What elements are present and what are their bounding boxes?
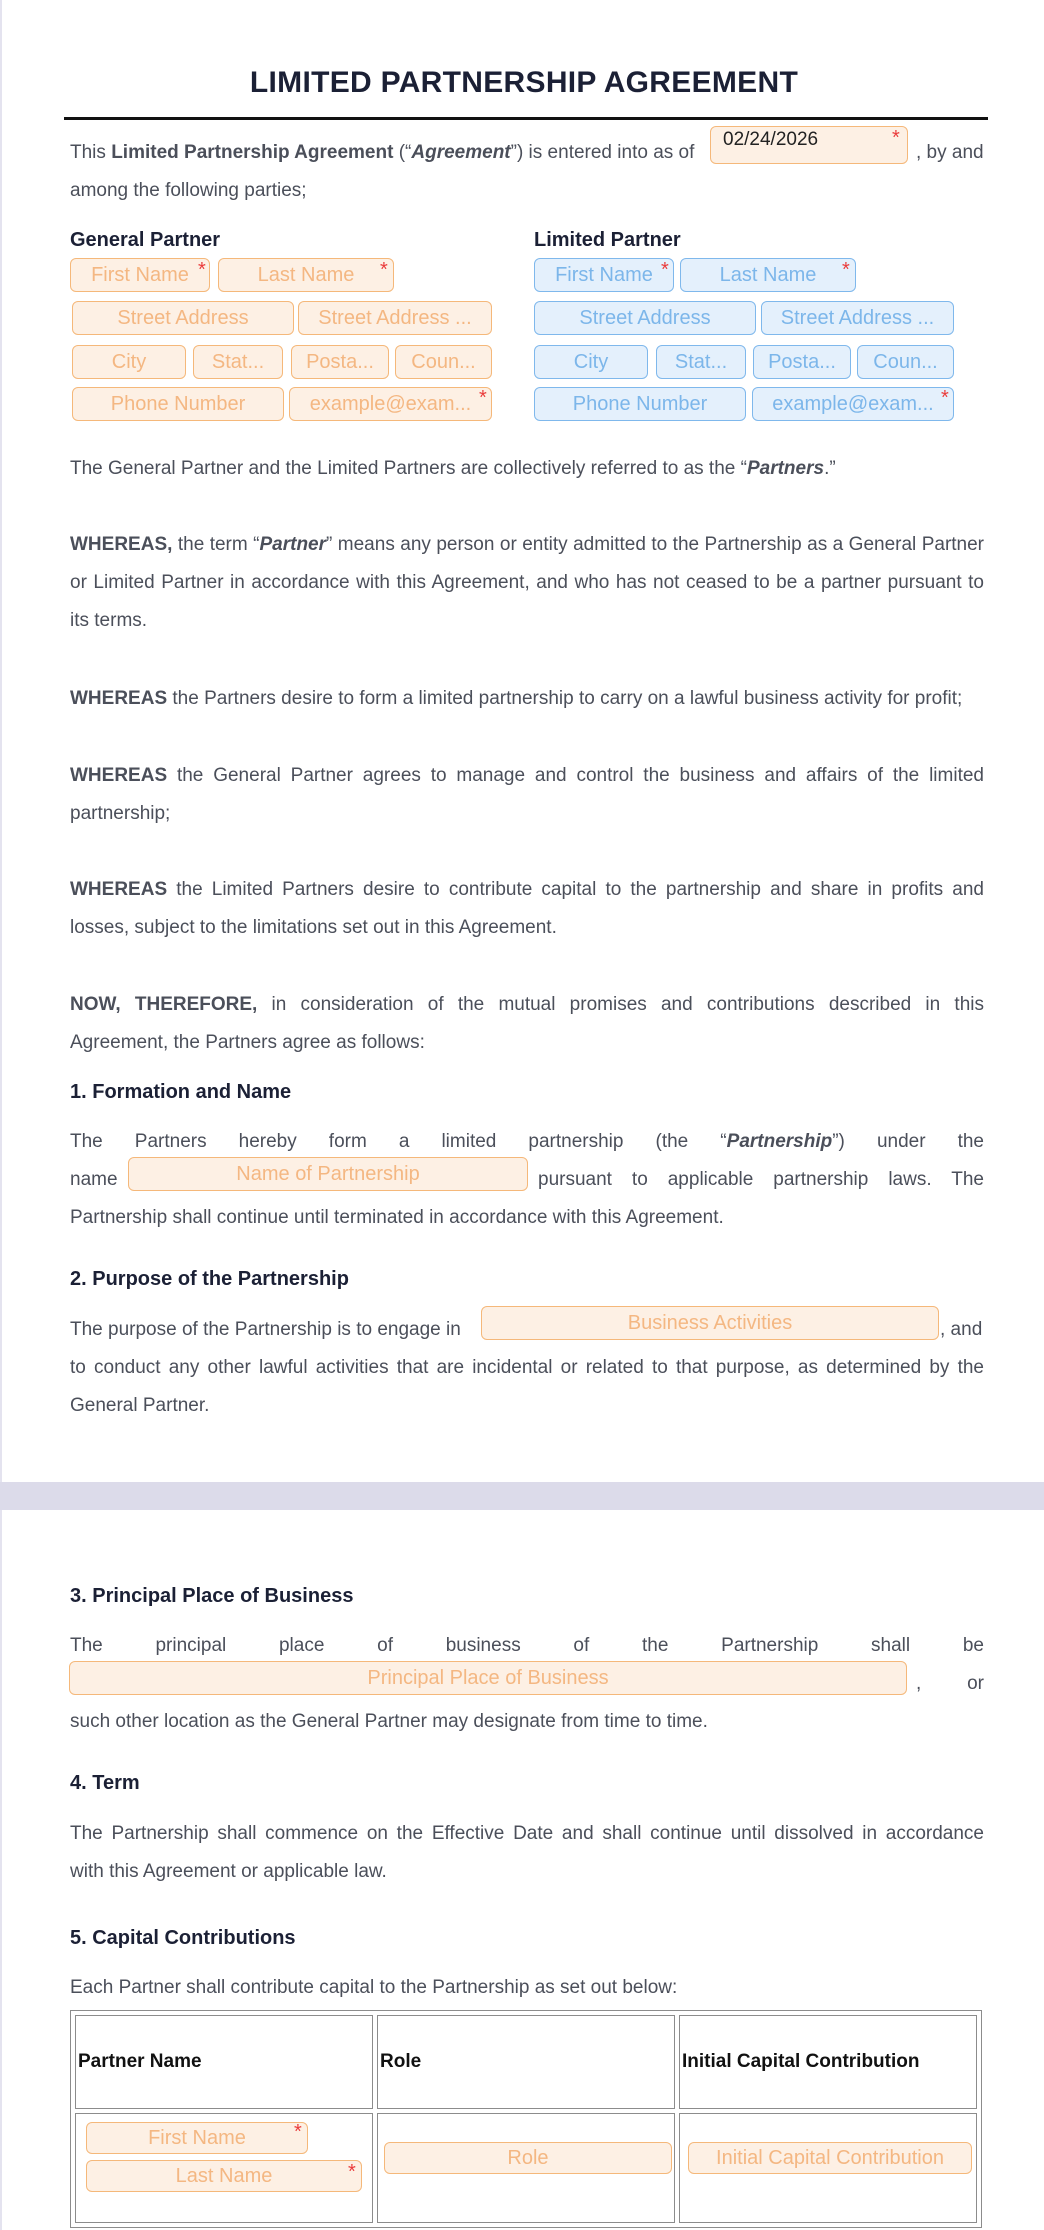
whereas-paragraph-2: WHEREAS the Partners desire to form a limited partnership to carry on a lawful business activity for profit; bbox=[70, 688, 963, 709]
row-last-name-field[interactable]: Last Name bbox=[86, 2160, 362, 2192]
section-2-line-3: General Partner. bbox=[70, 1395, 210, 1416]
section-3-line-3: such other location as the General Partner may designate from time to time. bbox=[70, 1711, 708, 1732]
intro-text: (“ bbox=[393, 142, 412, 163]
gp-phone-field[interactable]: Phone Number bbox=[72, 387, 284, 421]
lp-phone-field[interactable]: Phone Number bbox=[534, 387, 746, 421]
agreement-date-value: 02/24/2026 bbox=[723, 129, 819, 150]
section-5-heading: 5. Capital Contributions bbox=[70, 1927, 296, 1949]
section-2-text: , and bbox=[940, 1319, 983, 1340]
intro-line-1 bbox=[70, 134, 694, 172]
business-activities-field[interactable]: Business Activities bbox=[481, 1306, 939, 1340]
document-page-2 bbox=[0, 1510, 1044, 2230]
lp-email-field[interactable]: example@exam... bbox=[752, 387, 954, 421]
section-2-heading: 2. Purpose of the Partnership bbox=[70, 1268, 349, 1290]
table-row bbox=[75, 2113, 977, 2223]
column-header: Initial Capital Contribution bbox=[679, 2015, 977, 2109]
gp-city-field[interactable]: City bbox=[72, 345, 186, 379]
section-3-line-1: The principal place of business of the Partnership shall be bbox=[70, 1635, 984, 1656]
limited-partner-label: Limited Partner bbox=[534, 229, 681, 251]
lp-first-name-field[interactable]: First Name bbox=[534, 258, 674, 292]
contribution-cell bbox=[679, 2113, 977, 2223]
lp-postal-field[interactable]: Posta... bbox=[753, 345, 851, 379]
section-3-text: , or bbox=[916, 1673, 984, 1694]
lp-city-field[interactable]: City bbox=[534, 345, 648, 379]
required-asterisk: * bbox=[892, 127, 900, 149]
partnership-name-field[interactable]: Name of Partnership bbox=[128, 1157, 528, 1191]
gp-postal-field[interactable]: Posta... bbox=[291, 345, 389, 379]
required-asterisk: * bbox=[294, 2121, 302, 2143]
lp-state-field[interactable]: Stat... bbox=[656, 345, 746, 379]
gp-last-name-field[interactable]: Last Name bbox=[218, 258, 394, 292]
gp-street-address-field[interactable]: Street Address bbox=[72, 301, 294, 335]
required-asterisk: * bbox=[380, 259, 388, 281]
section-4-line-1: The Partnership shall commence on the Effective Date and shall continue until dissolved in accordance bbox=[70, 1823, 984, 1844]
gp-street-address-2-field[interactable]: Street Address ... bbox=[298, 301, 492, 335]
collective-paragraph: The General Partner and the Limited Partners are collectively referred to as the “Partners.” bbox=[70, 458, 836, 479]
whereas-paragraph-1: WHEREAS, the term “Partner” means any person or entity admitted to the Partnership as a General Partner or Limited Partner in accordance with this Agreement, and who has not ceased to be a partner pursuant to its terms. bbox=[70, 534, 985, 631]
title-divider bbox=[64, 117, 988, 120]
section-1-line-2: pursuant to applicable partnership laws. The bbox=[538, 1169, 984, 1190]
section-1-line-1: The Partners hereby form a limited partnership (the “Partnership”) under the bbox=[70, 1131, 984, 1152]
row-contribution-field[interactable]: Initial Capital Contribution bbox=[688, 2142, 972, 2174]
role-cell bbox=[377, 2113, 675, 2223]
section-2-line-1: The purpose of the Partnership is to engage in bbox=[70, 1319, 461, 1340]
lp-street-address-2-field[interactable]: Street Address ... bbox=[761, 301, 954, 335]
section-1-heading: 1. Formation and Name bbox=[70, 1081, 292, 1103]
intro-agreement-name: Limited Partnership Agreement bbox=[111, 142, 394, 163]
lp-street-address-field[interactable]: Street Address bbox=[534, 301, 756, 335]
gp-state-field[interactable]: Stat... bbox=[193, 345, 283, 379]
row-first-name-field[interactable]: First Name bbox=[86, 2122, 308, 2154]
section-5-intro: Each Partner shall contribute capital to the Partnership as set out below: bbox=[70, 1977, 678, 1998]
required-asterisk: * bbox=[198, 259, 206, 281]
section-3-heading: 3. Principal Place of Business bbox=[70, 1585, 354, 1607]
table-header-row bbox=[75, 2015, 977, 2109]
partner-name-cell bbox=[75, 2113, 373, 2223]
section-2-line-2: to conduct any other lawful activities that are incidental or related to that purpose, as determined by the bbox=[70, 1357, 984, 1378]
gp-first-name-field[interactable]: First Name bbox=[70, 258, 210, 292]
column-header: Partner Name bbox=[75, 2015, 373, 2109]
section-4-heading: 4. Term bbox=[70, 1772, 140, 1794]
required-asterisk: * bbox=[348, 2161, 356, 2183]
agreement-date-field[interactable] bbox=[710, 126, 908, 164]
whereas-paragraph-3: WHEREAS the General Partner agrees to manage and control the business and affairs of the limited partnership; bbox=[70, 765, 984, 824]
row-role-field[interactable]: Role bbox=[384, 2142, 672, 2174]
required-asterisk: * bbox=[479, 387, 487, 409]
whereas-paragraph-4: WHEREAS the Limited Partners desire to contribute capital to the partnership and share in profits and losses, subject to the limitations set out in this Agreement. bbox=[70, 879, 984, 938]
intro-text: This bbox=[70, 142, 112, 163]
capital-contributions-table bbox=[70, 2010, 982, 2228]
gp-country-field[interactable]: Coun... bbox=[395, 345, 492, 379]
intro-agreement-term: Agreement bbox=[411, 142, 511, 163]
required-asterisk: * bbox=[661, 259, 669, 281]
column-header: Role bbox=[377, 2015, 675, 2109]
intro-text: ”) is entered into as of bbox=[510, 142, 695, 163]
lp-country-field[interactable]: Coun... bbox=[857, 345, 954, 379]
section-1-line-3: Partnership shall continue until terminated in accordance with this Agreement. bbox=[70, 1207, 724, 1228]
required-asterisk: * bbox=[941, 387, 949, 409]
section-1-name-label: name bbox=[70, 1169, 118, 1190]
lp-last-name-field[interactable]: Last Name bbox=[680, 258, 856, 292]
now-therefore-paragraph: NOW, THEREFORE, in consideration of the mutual promises and contributions described in this Agreement, the Partners agree as follows: bbox=[70, 994, 984, 1053]
required-asterisk: * bbox=[842, 259, 850, 281]
general-partner-label: General Partner bbox=[70, 229, 221, 251]
intro-text: , by and bbox=[916, 142, 984, 163]
section-4-line-2: with this Agreement or applicable law. bbox=[70, 1861, 387, 1882]
document-title: LIMITED PARTNERSHIP AGREEMENT bbox=[249, 66, 799, 99]
intro-line-2: among the following parties; bbox=[70, 180, 307, 201]
gp-email-field[interactable]: example@exam... bbox=[289, 387, 492, 421]
principal-place-field[interactable]: Principal Place of Business bbox=[69, 1661, 907, 1695]
